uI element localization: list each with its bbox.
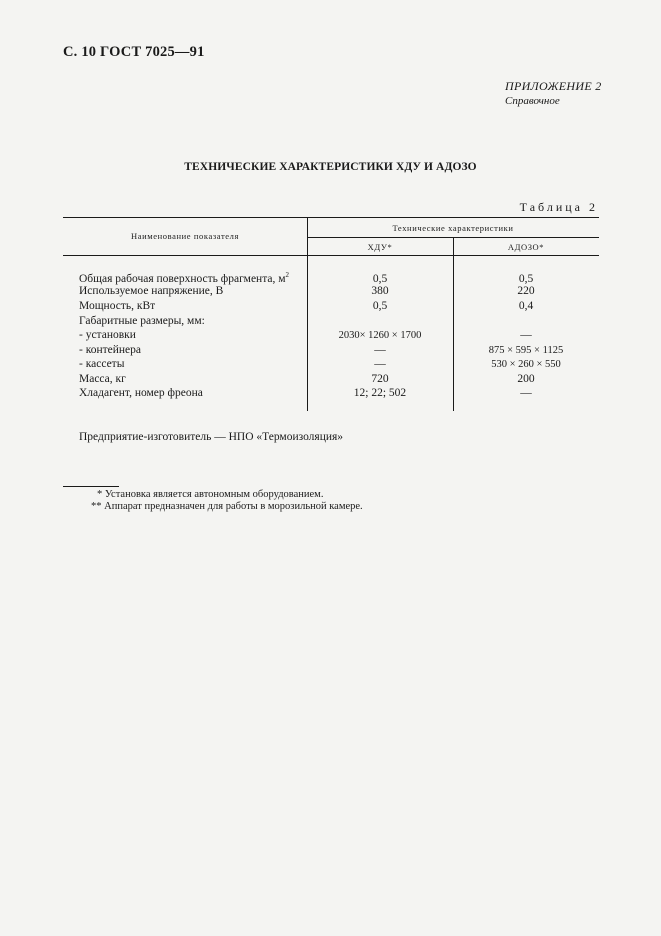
- table-header-rule: [63, 255, 599, 256]
- table-row: [63, 314, 599, 329]
- row-hdu: 720: [371, 373, 389, 385]
- row-adozo: 220: [517, 285, 535, 297]
- row-name: - контейнера: [79, 344, 142, 356]
- table-row: [63, 328, 599, 343]
- row-adozo: 200: [517, 373, 535, 385]
- row-adozo: 530 × 260 × 550: [491, 359, 561, 370]
- appendix-type: Справочное: [505, 95, 560, 107]
- specs-table: [63, 217, 599, 411]
- row-name: - установки: [79, 329, 136, 341]
- row-name: Хладагент, номер фреона: [79, 387, 203, 399]
- row-adozo: 0,4: [518, 300, 534, 312]
- table-row: [63, 299, 599, 314]
- row-name: Габаритные размеры, мм:: [79, 315, 205, 327]
- row-hdu: 12; 22; 502: [353, 387, 407, 399]
- row-adozo: 875 × 595 × 1125: [488, 345, 564, 356]
- header-hdu: ХДУ*: [367, 242, 393, 252]
- row-name: Используемое напряжение, В: [79, 285, 224, 297]
- appendix-label: [505, 79, 602, 107]
- table-row: [63, 357, 599, 372]
- row-hdu: 380: [371, 285, 389, 297]
- header-indicator: Наименование показателя: [130, 231, 239, 241]
- row-adozo: 0,5: [518, 273, 534, 285]
- row-hdu: 2030× 1260 × 1700: [338, 330, 422, 341]
- row-hdu: 0,5: [372, 300, 388, 312]
- header-tech-specs: Технические характеристики: [392, 223, 514, 233]
- row-name: - кассеты: [79, 358, 125, 370]
- table-row: [63, 372, 599, 387]
- header-adozo: АДОЗО*: [507, 242, 545, 252]
- row-hdu: —: [374, 344, 386, 356]
- footnote-1: * Установка является автономным оборудованием.: [97, 489, 324, 500]
- table-row: [63, 284, 599, 299]
- footnote-2: ** Аппарат предназначен для работы в морозильной камере.: [91, 501, 363, 512]
- footnote-rule: [63, 486, 119, 487]
- table-top-rule: [63, 217, 599, 218]
- row-adozo: —: [520, 387, 532, 399]
- table-row: [63, 386, 599, 401]
- manufacturer-note: Предприятие-изготовитель — НПО «Термоизоляция»: [79, 431, 344, 443]
- document-title: ТЕХНИЧЕСКИЕ ХАРАКТЕРИСТИКИ ХДУ И АДОЗО: [184, 161, 477, 173]
- row-hdu: 0,5: [372, 273, 388, 285]
- table-caption: Таблица 2: [519, 200, 598, 214]
- row-name: Масса, кг: [79, 373, 126, 385]
- row-adozo: —: [520, 329, 532, 341]
- table-row: [63, 343, 599, 358]
- page-header: С. 10 ГОСТ 7025—91: [63, 44, 205, 60]
- row-name: Мощность, кВт: [79, 300, 156, 312]
- appendix-title: ПРИЛОЖЕНИЕ 2: [505, 79, 602, 93]
- row-hdu: —: [374, 358, 386, 370]
- row-name: Общая рабочая поверхность фрагмента, $м^2$: [79, 271, 290, 285]
